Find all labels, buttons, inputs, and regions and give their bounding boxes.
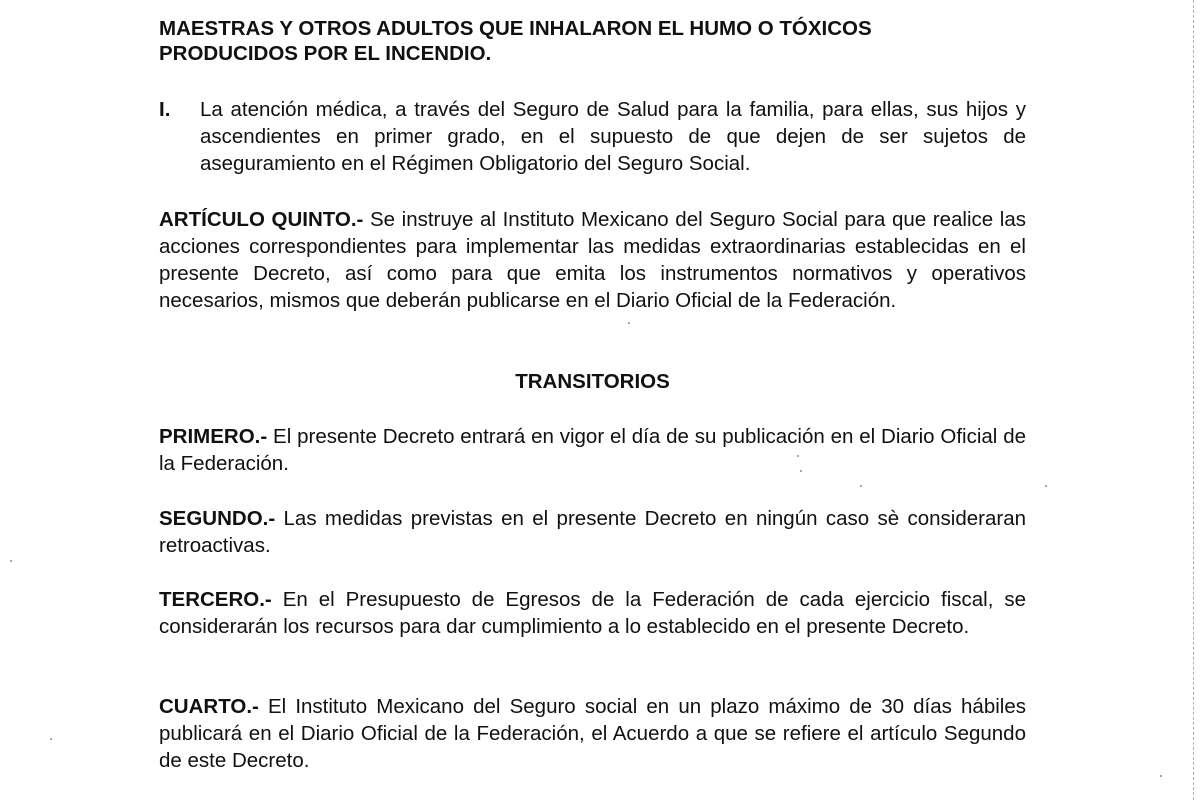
transitorio-label: SEGUNDO.- bbox=[159, 507, 276, 530]
paragraph-primero bbox=[159, 423, 1026, 477]
scan-speck bbox=[1160, 775, 1162, 777]
section-heading bbox=[159, 16, 1026, 66]
paragraph-segundo bbox=[159, 505, 1026, 559]
scan-speck bbox=[800, 470, 802, 472]
transitorio-text: El presente Decreto entrará en vigor el día de su publicación en el Diario Oficial de la Federación. bbox=[159, 425, 1026, 475]
transitorio-label: PRIMERO.- bbox=[159, 425, 268, 448]
scan-speck bbox=[628, 322, 630, 324]
paragraph-tercero bbox=[159, 586, 1026, 640]
paragraph-cuarto bbox=[159, 693, 1026, 774]
list-item-numeral: I. bbox=[159, 98, 171, 121]
paragraph-articulo-quinto bbox=[159, 206, 1026, 314]
transitorio-label: TERCERO.- bbox=[159, 588, 272, 611]
scan-speck bbox=[50, 738, 52, 740]
scan-speck bbox=[1045, 485, 1047, 487]
list-item-i bbox=[159, 96, 1026, 177]
transitorio-text: El Instituto Mexicano del Seguro social en un plazo máximo de 30 días hábiles publicará en el Diario Oficial de la Federación, el Acuerdo a que se refiere el artículo Segundo de este Decreto. bbox=[159, 695, 1026, 772]
article-label: ARTÍCULO QUINTO.- bbox=[159, 208, 364, 231]
list-item-text: La atención médica, a través del Seguro de Salud para la familia, para ellas, sus hijos y ascendientes en primer grado, en el supuesto de que dejen de ser sujetos de aseguramiento en el Régimen Obligatorio del Seguro Social. bbox=[200, 98, 1026, 175]
section-heading-line-2: PRODUCIDOS POR EL INCENDIO. bbox=[159, 42, 492, 65]
article-text: Se instruye al Instituto Mexicano del Seguro Social para que realice las acciones correspondientes para implementar las medidas extraordinarias establecidas en el presente Decreto, así como para que emita los instrumentos normativos y operativos necesarios, mismos que deberán publicarse en el Diario Oficial de la Federación. bbox=[159, 208, 1026, 312]
transitorio-text: Las medidas previstas en el presente Decreto en ningún caso sè consideraran retroactivas. bbox=[159, 507, 1026, 557]
scan-speck bbox=[797, 455, 799, 457]
scan-speck bbox=[10, 560, 12, 562]
transitorio-label: CUARTO.- bbox=[159, 695, 259, 718]
scan-speck bbox=[860, 485, 862, 487]
transitorio-text: En el Presupuesto de Egresos de la Federación de cada ejercicio fiscal, se considerarán los recursos para dar cumplimiento a lo establecido en el presente Decreto. bbox=[159, 588, 1026, 638]
transitorios-heading: TRANSITORIOS bbox=[515, 370, 670, 393]
scan-edge-line bbox=[1193, 0, 1194, 800]
section-heading-line-1: MAESTRAS Y OTROS ADULTOS QUE INHALARON EL HUMO O TÓXICOS bbox=[159, 17, 872, 40]
